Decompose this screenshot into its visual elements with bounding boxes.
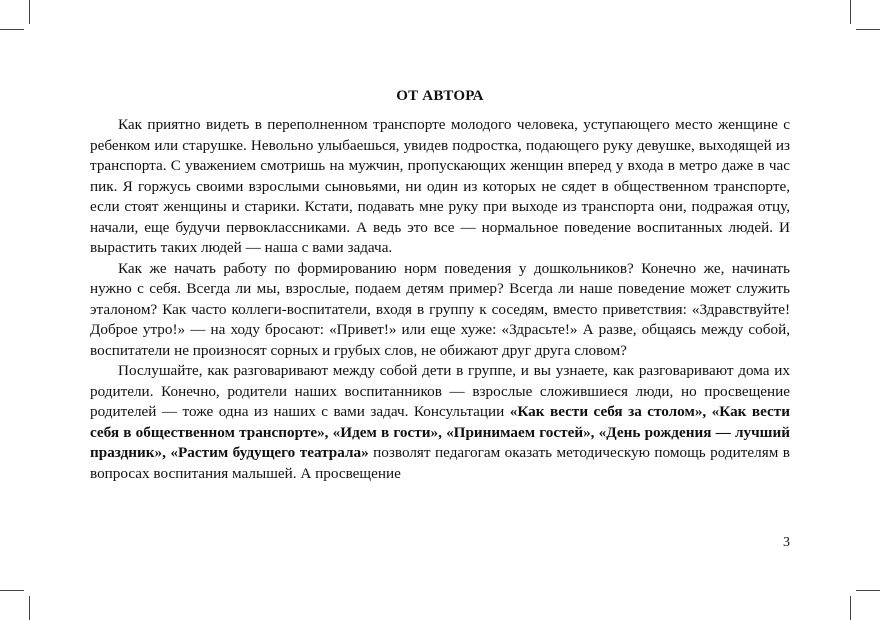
page-heading: ОТ АВТОРА: [396, 88, 484, 104]
crop-mark-bottom-left-vertical: [29, 596, 30, 620]
crop-mark-top-right-vertical: [850, 0, 851, 24]
paragraph-2: [90, 259, 790, 362]
page-body: [90, 88, 790, 484]
consultation-titles: «Как вести себя за столом», «Как вести себя в общественном транспорте», «Идем в гости», «Принимаем гостей», «День рождения — лучший праздник», «Растим будущего театрала»: [90, 403, 790, 461]
page-number: 3: [783, 535, 790, 550]
crop-mark-top-left-horizontal: [0, 29, 24, 30]
paragraph-1: [90, 115, 790, 259]
paragraph-3-text-end: позволят педагогам оказать методическую помощь родителям в вопросах воспитания малышей. А просвещение: [90, 444, 790, 482]
crop-mark-top-left-vertical: [29, 0, 30, 24]
paragraph-3: [90, 361, 790, 484]
paragraph-3-text-start: Послушайте, как разговаривают между собой дети в группе, и вы узнаете, как разговаривают дома их родители. Конечно, родители наших воспитанников — взрослые сложившиеся люди, но просвещение родителей — тоже одна из наших с вами задач. Консультации: [90, 362, 790, 420]
paragraph-2-text: Как же начать работу по формированию норм поведения у дошкольников? Конечно же, начинать нужно с себя. Всегда ли мы, взрослые, подаем детям пример? Всегда ли наше поведение может служить эталоном? Как часто коллеги-воспитатели, входя в группу к соседям, вместо приветствия: «Здравствуйте! Доброе утро!» — на ходу бросают: «Привет!» или еще хуже: «Здрасьте!» А разве, общаясь между собой, воспитатели не произносят сорных и грубых слов, не обижают друг друга словом?: [90, 259, 790, 359]
paragraph-1-text: Как приятно видеть в переполненном транспорте молодого человека, уступающего место женщине с ребенком или старушке. Невольно улыбаешься, увидев подростка, подающего руку девушке, выходящей из транспорта. С уважением смотришь на мужчин, пропускающих женщин вперед у входа в метро даже в час пик. Я горжусь своими взрослыми сыновьями, ни один из которых не сядет в общественном транспорте, если стоят женщины и старики. Кстати, подавать мне руку при выходе из транспорта они, подражая отцу, начали, еще будучи первоклассниками. А ведь это все — нормальное поведение воспитанных людей. И вырастить таких людей — наша с вами задача.: [90, 116, 790, 256]
crop-mark-bottom-right-vertical: [850, 596, 851, 620]
crop-mark-bottom-left-horizontal: [0, 590, 24, 591]
crop-mark-bottom-right-horizontal: [856, 590, 880, 591]
crop-mark-top-right-horizontal: [856, 29, 880, 30]
